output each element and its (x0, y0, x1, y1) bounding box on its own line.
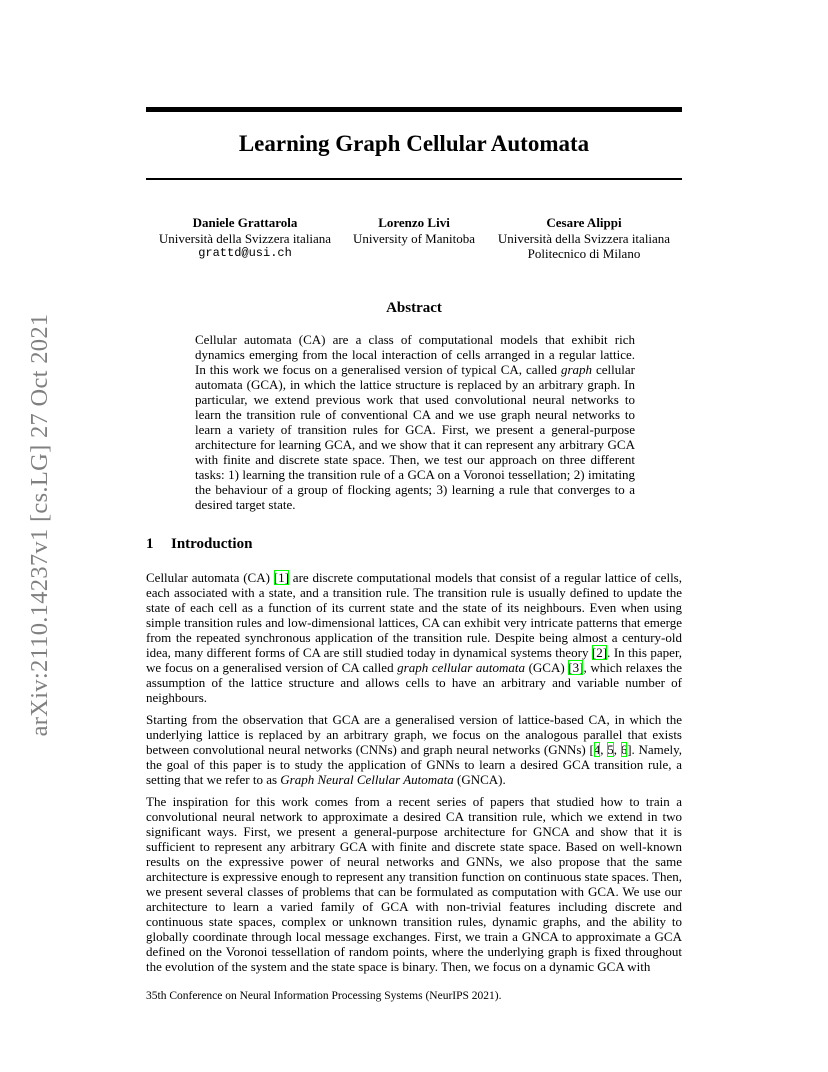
paper-title: Learning Graph Cellular Automata (238, 131, 590, 156)
title-top-rule (146, 107, 682, 112)
arxiv-identifier-text: arXiv:2110.14237v1 [cs.LG] 27 Oct 2021 (26, 313, 53, 737)
citation-link[interactable]: [2] (591, 645, 608, 660)
section-title: Introduction (171, 536, 253, 552)
paragraph: Cellular automata (CA) [1] are discrete computational models that consist of a regular lattice of cells, each associated with a state, and a transition rule. The transition rule is usually defined to update the state of each cell as a function of its current state and the state of its neighbours. Even when using simple transition rules and low-dimensional lattices, CA can exhibit very intricate patterns that emerge from the repeated synchronous application of the transition rule. Despite being almost a century-old idea, many different forms of CA are still studied today in dynamical systems theory [2]. In this paper, we focus on a generalised version of CA called graph cellular automata (GCA) [3], which relaxes the assumption of the lattice structure and allows cells to have an arbitrary and variable number of neighbours. (146, 570, 683, 705)
author-affiliation: University of Manitoba (352, 230, 476, 246)
author-block-3 (479, 215, 689, 262)
paragraph: Starting from the observation that GCA are a generalised version of lattice-based CA, in which the underlying lattice is replaced by an arbitrary graph, we focus on the analogous parallel that exists between convolutional neural networks (CNNs) and graph neural networks (GNNs) [4, 5, 6]. Namely, the goal of this paper is to study the application of GNNs to learn a desired GCA transition rule, a setting that we refer to as Graph Neural Cellular Automata (GNCA). (146, 712, 683, 787)
introduction-body (146, 570, 682, 981)
author-affiliation: Università della Svizzera italiana (497, 230, 671, 246)
section-heading (146, 536, 252, 553)
abstract-heading: Abstract (386, 300, 442, 316)
citation-link[interactable]: 5 (607, 742, 614, 757)
author-block-2 (344, 215, 484, 246)
arxiv-identifier (18, 290, 62, 760)
citation-link[interactable]: 4 (593, 742, 601, 757)
author-affiliation: Università della Svizzera italiana (158, 230, 332, 246)
author-name: Cesare Alippi (546, 215, 622, 230)
author-name: Lorenzo Livi (378, 215, 450, 230)
citation-link[interactable]: 6 (620, 742, 628, 757)
paragraph: The inspiration for this work comes from a recent series of papers that studied how to train a convolutional neural network to approximate a desired CA transition rule, which we extend in two significant ways. First, we present a general-purpose architecture for GNCA and show that it is sufficient to represent any arbitrary GCA with finite and discrete state space. Based on well-known results on the expressive power of neural networks and GNNs, we also propose that the same architecture is expressive enough to represent any transition function on continuous state spaces. Then, we present several classes of problems that can be formulated as computation with GCA. We use our architecture to learn a varied family of GCA with non-trivial features including discrete and continuous state spaces, complex or unknown transition rules, dynamic graphs, and the ability to globally coordinate through local message exchanges. First, we train a GNCA to approximate a GCA defined on the Voronoi tessellation of random points, where the underlying graph is fixed throughout the evolution of the system and the state space is binary. Then, we focus on a dynamic GCA with (146, 794, 682, 974)
section-number: 1 (146, 536, 154, 552)
author-affiliation-2: Politecnico di Milano (527, 246, 641, 261)
author-block-1 (140, 215, 350, 262)
title-bottom-rule (146, 178, 682, 180)
abstract-text: Cellular automata (CA) are a class of computational models that exhibit rich dynamics emerging from the local interaction of cells arranged in a regular lattice. In this work we focus on a generalised version of typical CA, called graph cellular automata (GCA), in which the lattice structure is replaced by an arbitrary graph. In particular, we extend previous work that used convolutional neural networks to learn the transition rule of conventional CA and we use graph neural networks to learn a variety of transition rules for GCA. First, we present a general-purpose architecture for learning GCA, and we show that it can represent any arbitrary GCA with finite and discrete state space. Then, we test our approach on three different tasks: 1) learning the transition rule of a GCA on a Voronoi tessellation; 2) imitating the behaviour of a group of flocking agents; 3) learning a rule that converges to a desired target state. (195, 332, 635, 512)
citation-link[interactable]: [1] (273, 570, 289, 585)
conference-footnote: 35th Conference on Neural Information Processing Systems (NeurIPS 2021). (146, 990, 502, 1002)
author-email[interactable]: grattd@usi.ch (198, 246, 292, 260)
citation-link[interactable]: [3] (568, 660, 584, 675)
author-name: Daniele Grattarola (192, 215, 298, 230)
